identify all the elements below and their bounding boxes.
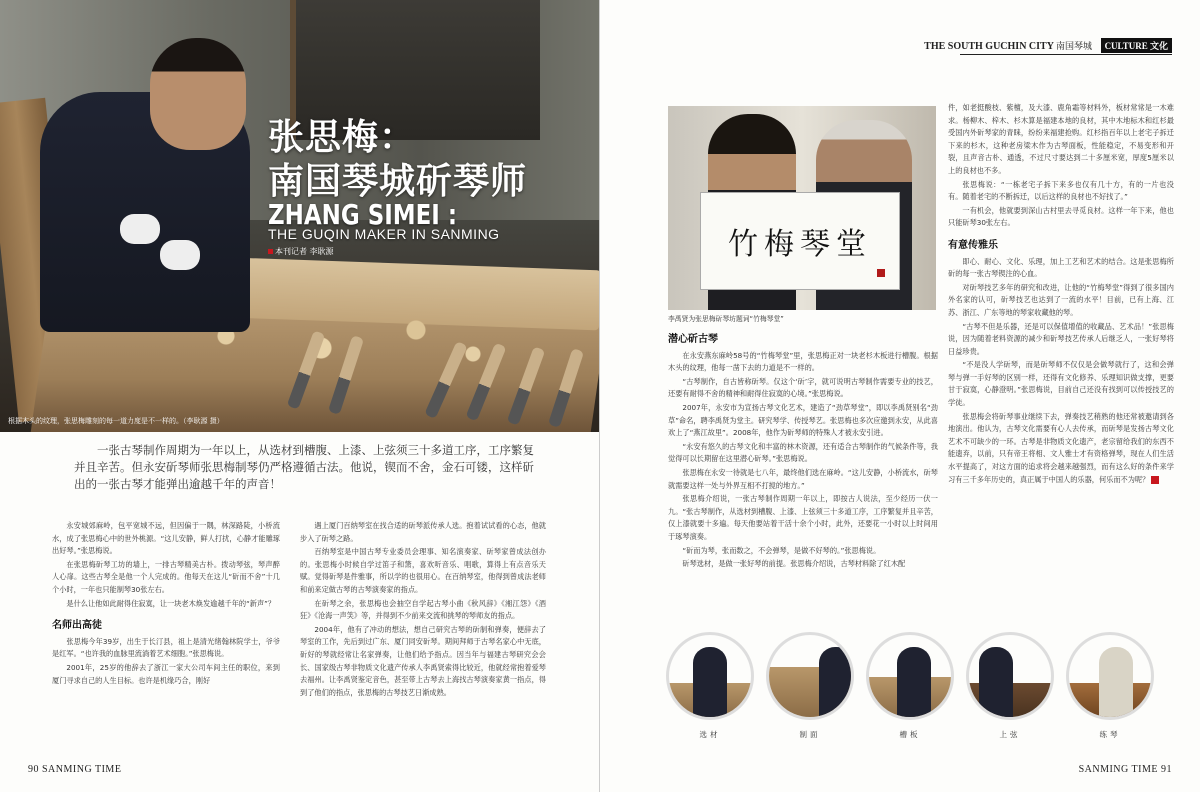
byline-marker-icon: [268, 249, 273, 254]
title-en: ZHANG SIMEI :: [268, 198, 458, 231]
right-column-1: [668, 330, 938, 572]
title-cn: 张思梅： 南国琴城斫琴师: [268, 117, 528, 202]
paragraph: 件，如老挺酸枝、紫檀，及大漆、鹿角霜等材料外，板材常常是一木难求。杨柳木、梓木、杉木算是福建本地的良材，其中木地标木和红杉最受国内外斫琴家的青睐，纷纷来福建抢购。红杉指百年以上老宅子拆迁下来的杉木，这种老房梁木作为古琴面板，性能稳定，不易变形和开裂，且声音古朴、通透，不过尺寸要达到二十多厘米宽，厚度5厘米以上的良材也不多。: [948, 103, 1174, 175]
step-photo-make-face: [766, 632, 854, 720]
lead-paragraph: 一张古琴制作周期为一年以上，从选材到槽腹、上漆、上弦须三十多道工序，工序繁复并且辛苦。但永安斫琴师张思梅制琴仍严格遵循古法。他说，锲而不舍，金石可镂，这样斫出的一张古琴才能弹出逾越千年的声音！: [74, 443, 534, 491]
step-label: 练琴: [1099, 730, 1121, 739]
step-label: 上弦: [999, 730, 1021, 739]
calligraphy-scroll: 竹梅琴堂: [700, 192, 900, 290]
paragraph: 百纳琴室是中国古琴专业委员会理事、知名演奏家、斫琴家曾成法创办的。张思梅小时候自学过笛子和箫，喜欢听音乐、唱歌，算得上有点音乐天赋。觉得斫琴是件雅事，所以学的也很用心。在百纳琴室，他得到曾成法老师和前来定做古琴的古琴演奏家的指点。: [300, 547, 546, 594]
paragraph: 即心、耐心、文化、乐理，加上工艺和艺术的结合。这是张思梅所斫的每一张古琴锲注的心血。: [948, 256, 1174, 279]
paragraph: 在斫琴之余，张思梅也会抽空自学起古琴小曲《秋风辞》《湘江怨》《酒狂》《沧海一声笑》等，并得到不少前来交流和挑琴的琴师友的指点。: [300, 598, 546, 621]
paragraph: 张思梅说：“一栋老宅子拆下来多也仅有几十方，有的一片也没有。随着老宅的不断拆迁，以后这样的良材也不好找了。”: [948, 179, 1174, 202]
left-column-1: [52, 520, 280, 688]
header-rule: [960, 54, 1172, 55]
step-photo-string: [966, 632, 1054, 720]
paragraph: “斫而为琴，张而数之，不会弹琴，是做不好琴的。”张思梅说。: [682, 545, 881, 555]
process-steps: [666, 632, 1154, 742]
paragraph: 2004年，他有了冲动的想法，想自己研究古琴的斫制和弹奏，便辞去了琴室的工作，先后到过广东、厦门同安斫琴。期间拜师于古琴名家心中无底，斫好的琴就经常让名家弹奏，让他们给予指点。因当年与福建古琴研究会会长、国家级古琴非物质文化遗产传承人李禹贤索得比较近，他就经常抱着爱琴去福州。让李禹贤鉴定音色，甚至带上古琴去上海找古琴演奏家黄一指点，得到了他们的指点，张思梅的古琴技艺日渐成熟。: [300, 624, 546, 697]
paragraph: 遇上厦门百纳琴室在找合适的斫琴派传承人选。抱着试试看的心态，他就步入了斫琴之路。: [300, 521, 546, 543]
paragraph: “不是没人学斫琴，而是斫琴师不仅仅是会做琴就行了，这和会弹琴与弹一手好琴的区别一样，还得有文化修养、乐理知识做支撑，更要甘于寂寞，心静澄明。”张思梅说，目前自己还没有找到可以传授技艺的学徒。: [948, 360, 1174, 408]
section-tag: CULTURE 文化: [1101, 38, 1172, 53]
byline: 本刊记者 李耿源: [268, 246, 334, 257]
paragraph: 张思梅会将斫琴事业继续下去，弹奏技艺稍熟的他还常被邀请到各地演出。他认为，古琴文化需要有心人去传承，而斫琴是发扬古琴文化艺术不可缺少的一环。古琴是非物质文化遗产，老宗留给我们的东西不能遗弃，以前，只有帝王将相、文人雅士才有资格弹琴，现在人们生活水平提高了，对这方面的追求将会越来越强烈，而有这么好的条件来学习有三千多年历史的，真正属于中国人的乐器，何乐而不为呢？: [948, 411, 1174, 484]
paragraph: 一有机会，他就要到深山古村里去寻觅良材。这样一年下来，他也只能斫琴30张左右。: [948, 205, 1174, 228]
section-heading: 有意传雅乐: [948, 239, 998, 251]
subtitle-en: THE GUQIN MAKER IN SANMING: [268, 226, 500, 242]
paragraph: 斫琴选材，是做一张好琴的前提。张思梅介绍说，古琴材料除了红木配: [682, 559, 906, 569]
step-photo-select-wood: [666, 632, 754, 720]
section-heading: 潜心斫古琴: [668, 334, 718, 345]
paragraph: 在张思梅斫琴工坊的墙上，一排古琴精美古朴。拨动琴弦，琴声醉人心扉。这些古琴全是他一个人完成的。他每天在这儿“斫而不舍”十几个小时，一年也只能制琴30张左右。: [52, 559, 280, 594]
photo-caption: 根据木头的纹理，张思梅雕刻的每一道力度是不一样的。（李耿源 摄）: [8, 417, 224, 425]
calligraphy-photo: [668, 106, 936, 310]
step-label: 选材: [699, 730, 721, 739]
paragraph: 张思梅介绍说，一张古琴制作周期一年以上，即按古人说法，至少经历一伏一九。“张古琴制作，从选材到槽腹、上漆、上弦须三十多道工序，工序繁复并且辛苦，仅上漆就要十多遍。每天他要站着干活十余个小时，此外，还要花一小时以上时间用于琢琴演奏。: [668, 494, 938, 541]
paragraph: 永安城郊麻岭，包平宽城不远，但因偏于一隅，林深路陡，小桥流水，成了张思梅心中的世外桃源。“这儿安静，鲜人打扰，心静才能雕琢出好琴。”张思梅说。: [52, 521, 280, 556]
step-label: 制面: [799, 730, 821, 739]
paragraph: 张思梅在永安一待就是七八年，最终他们选在麻岭。“这儿安静，小桥流水，斫琴就需要这样一处与外界互相不打搅的地方。”: [668, 467, 938, 490]
paragraph: 在永安燕东麻岭58号的“竹梅琴堂”里，张思梅正对一块老杉木板进行槽腹。根据木头的纹理，他每一凿下去的力道是不一样的。: [668, 350, 938, 373]
hero-photo: [0, 0, 600, 432]
page-number-left: 90 SANMING TIME: [28, 764, 122, 775]
end-mark-icon: [1151, 476, 1159, 484]
paragraph: “古琴制作，自古皆称斫琴。仅这个‘斫’字，就可说明古琴制作需要专业的技艺，还要有耐得不舍的精神和耐得住寂寞的心境。”张思梅说。: [668, 376, 938, 399]
left-column-2: [300, 520, 546, 700]
page-number-right: SANMING TIME 91: [1078, 764, 1172, 775]
paragraph: “永安有悠久的古琴文化和丰富的林木资源，还有适合古琴制作的气候条件等，我觉得可以长期留在这里潜心斫琴。”张思梅说。: [668, 441, 938, 464]
running-head: THE SOUTH GUCHIN CITY 南国琴城 CULTURE 文化: [924, 38, 1172, 53]
section-heading: 名师出高徒: [52, 620, 102, 632]
step-photo-practice: [1066, 632, 1154, 720]
paragraph: 2001年，25岁的他辞去了浙江一家大公司车间主任的职位，来到厦门寻求自己的人生目标。也许是机缘巧合，刚好: [52, 662, 280, 685]
right-page: [600, 0, 1200, 792]
step-label: 槽板: [899, 730, 921, 739]
paragraph: 张思梅今年39岁，出生于长汀县，祖上是清光绪翰林院学士，爷爷是红军。“也许我的血脉里流淌着艺术细胞。”张思梅说。: [52, 636, 280, 659]
photo-caption: 李禹贤为张思梅斫琴坊题词“竹梅琴堂”: [668, 315, 784, 323]
paragraph: 2007年，永安市为宣扬古琴文化艺术，建造了“劲草琴堂”，即以李禹贤别名“劲草”命名，聘李禹贤为堂主。研究琴学、传授琴艺。张思梅也多次应邀到永安，从此喜欢上了“燕江故里”。2008年，他作为斫琴师的特殊人才被永安引进。: [668, 402, 938, 438]
right-column-2: [948, 102, 1174, 487]
seal-icon: [877, 269, 885, 277]
paragraph: 对斫琴技艺多年的研究和改进，让他的“竹梅琴堂”得到了很多国内外名家的认可，斫琴技艺也达到了一流的水平！目前，已有上海、江苏、浙江、广东等地的琴家收藏他的琴。: [948, 282, 1174, 317]
step-photo-carve-board: [866, 632, 954, 720]
paragraph: “古琴不但是乐器，还是可以保值增值的收藏品、艺术品！”张思梅说，因为随着老料资源的减少和斫琴技艺传承人后继乏人，一张好琴将日益珍贵。: [948, 321, 1174, 356]
paragraph: 是什么让他如此耐得住寂寞，让一块老木焕发逾越千年的“新声”？: [66, 598, 276, 608]
